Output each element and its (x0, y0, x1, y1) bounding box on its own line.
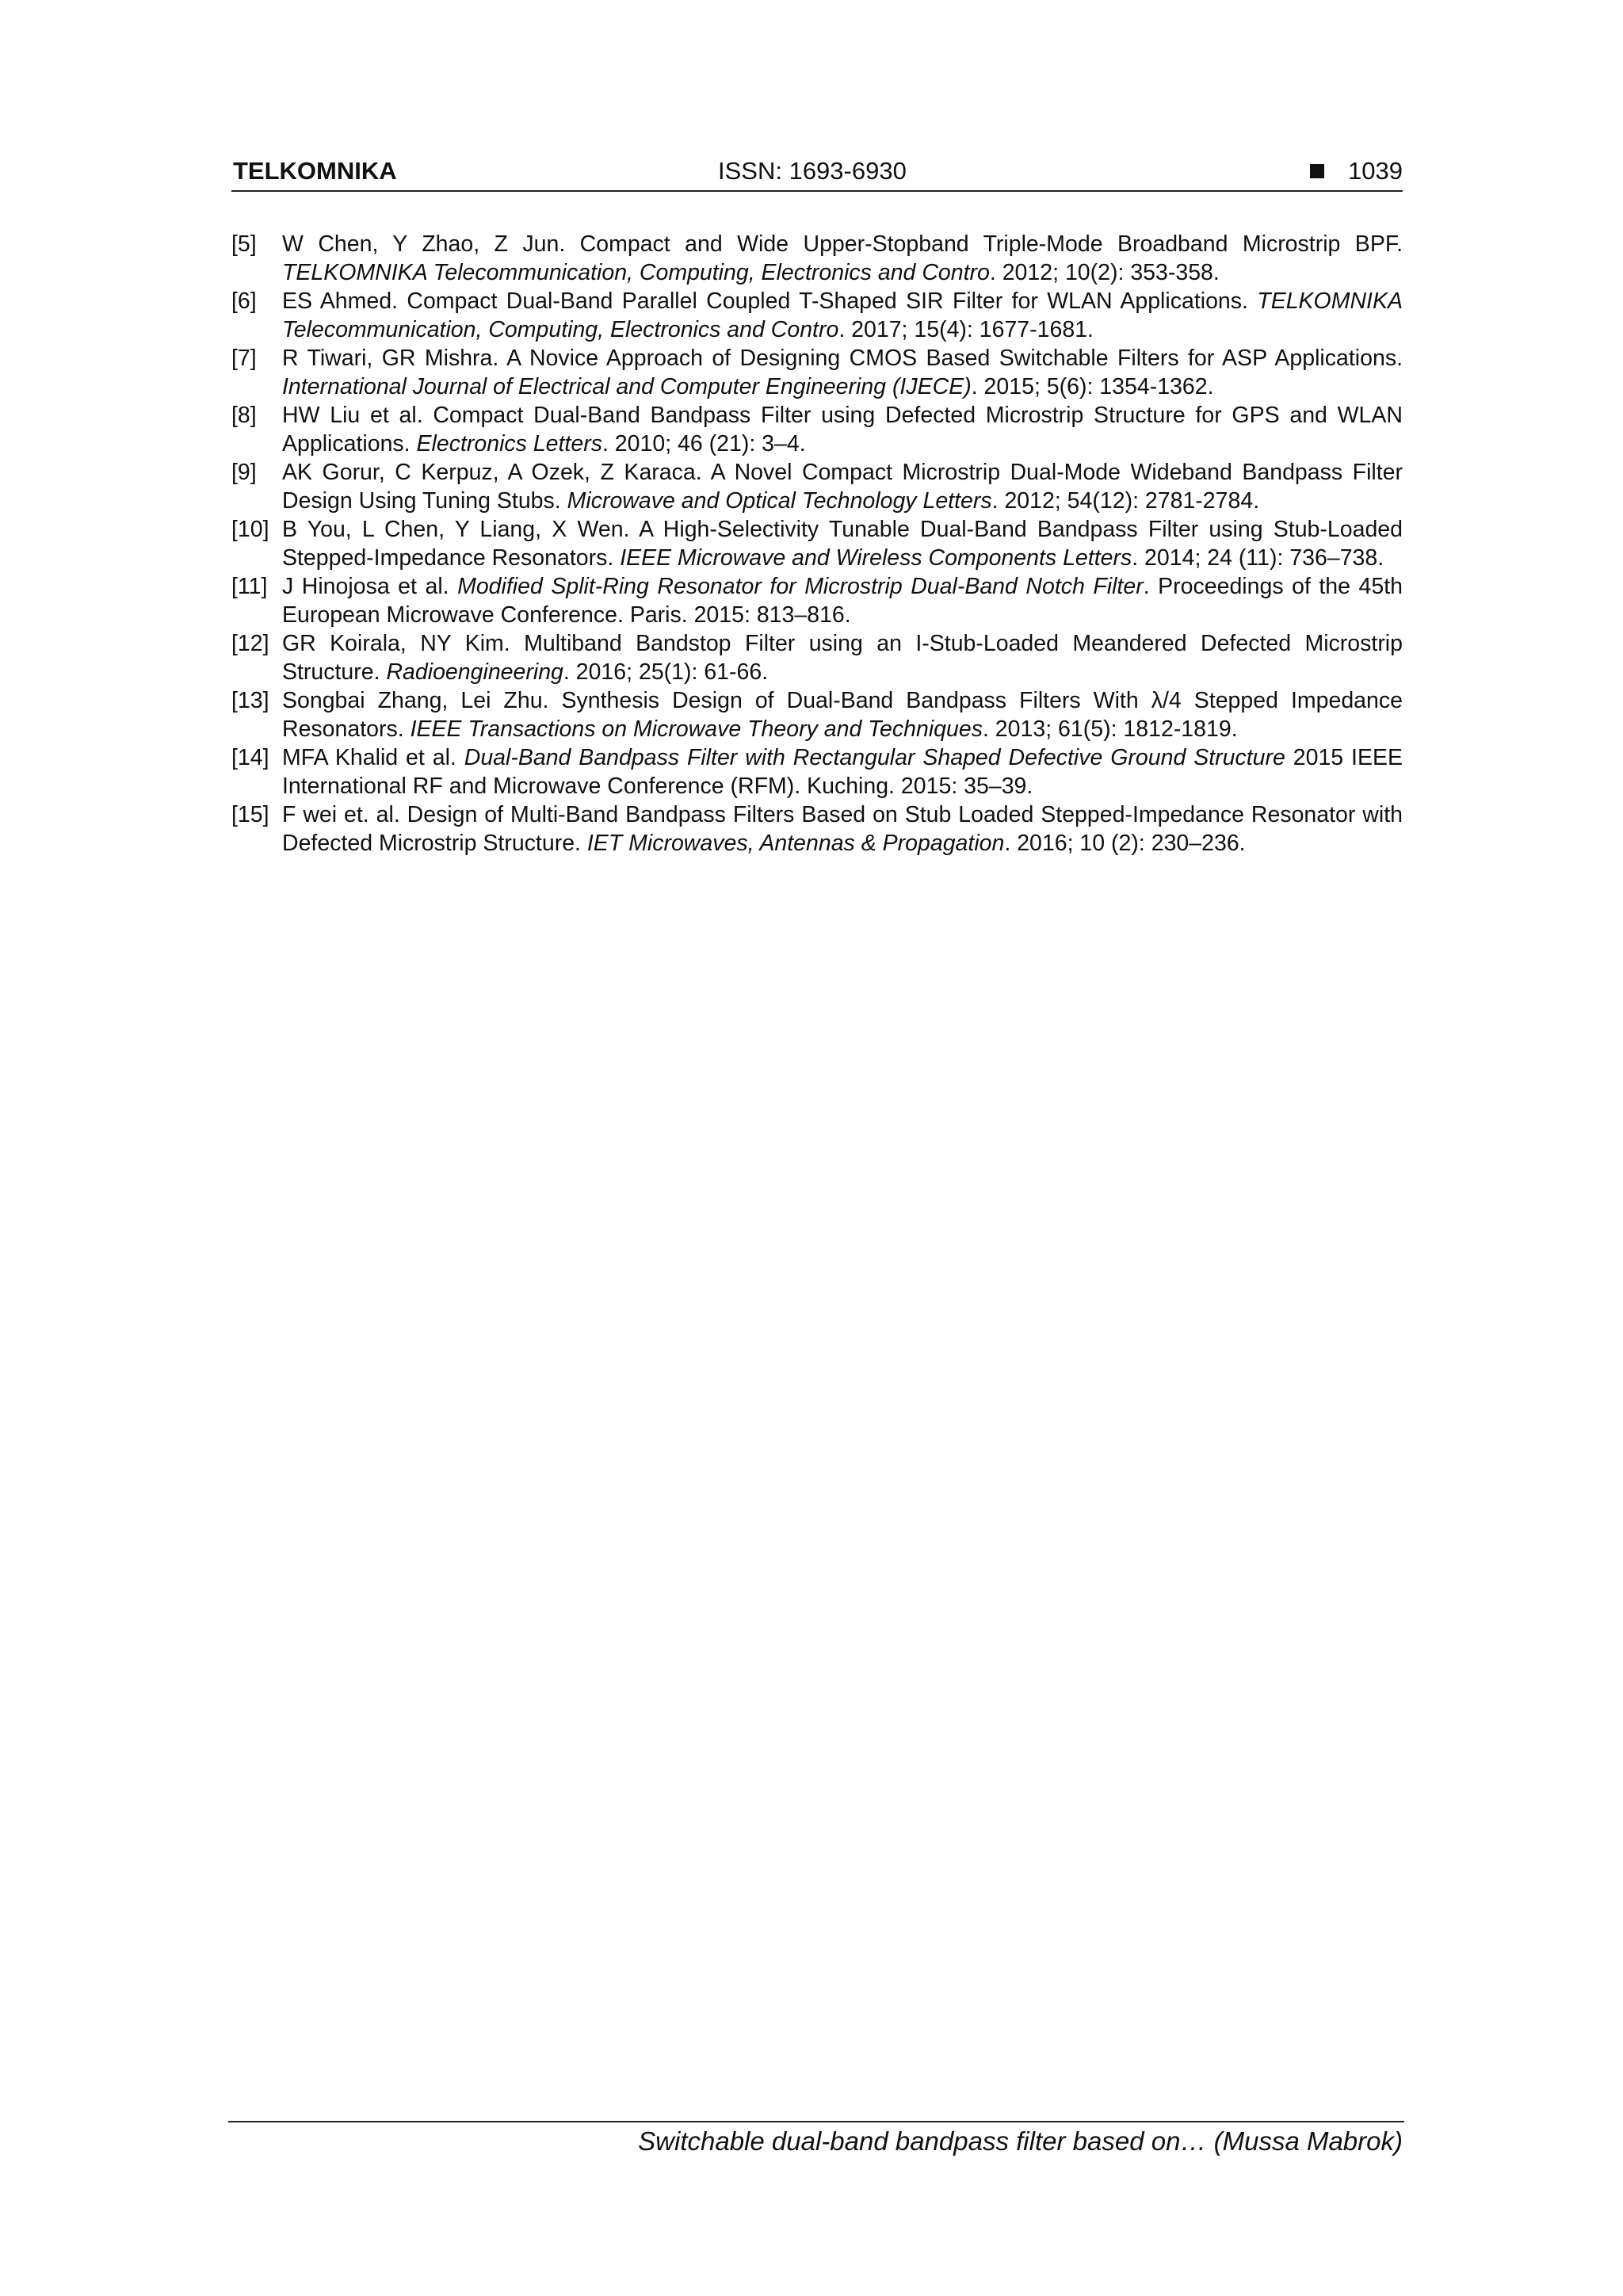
reference-item (231, 344, 1403, 401)
reference-number: [14] (231, 745, 269, 770)
reference-number: [11] (231, 574, 268, 599)
reference-authors-title: HW Liu et al. Compact Dual-Band Bandpass Filter using Defected Microstrip Structure for GPS and WLAN Applications. (282, 403, 1403, 457)
page-number-group (1310, 157, 1403, 185)
square-bullet-icon (1310, 164, 1324, 178)
reference-number: [8] (231, 403, 257, 428)
reference-item (231, 515, 1403, 572)
reference-item (231, 287, 1403, 344)
reference-details: . 2015; 5(6): 1354-1362. (971, 374, 1214, 399)
reference-text (282, 344, 1403, 401)
reference-number: [9] (231, 460, 257, 485)
reference-authors-title: GR Koirala, NY Kim. Multiband Bandstop Filter using an I-Stub-Loaded Meandered Defected Microstrip Structure. (282, 631, 1403, 685)
running-footer: Switchable dual-band bandpass filter based on… (Mussa Mabrok) (638, 2126, 1403, 2156)
reference-venue: Radioengineering (386, 659, 563, 685)
reference-text (282, 629, 1403, 686)
reference-number: [13] (231, 688, 269, 713)
reference-text (282, 743, 1403, 800)
reference-details: . 2013; 61(5): 1812-1819. (982, 716, 1238, 742)
reference-text (282, 572, 1403, 629)
reference-number: [10] (231, 517, 269, 542)
reference-venue: IEEE Microwave and Wireless Components Letters (620, 545, 1132, 571)
reference-venue: Microwave and Optical Technology Letters (567, 488, 992, 514)
reference-item (231, 458, 1403, 515)
reference-venue: IEEE Transactions on Microwave Theory and Techniques (410, 716, 983, 742)
reference-details: . 2010; 46 (21): 3–4. (601, 431, 806, 457)
reference-details: . 2016; 10 (2): 230–236. (1004, 831, 1246, 856)
reference-number: [12] (231, 631, 269, 656)
footer-divider (228, 2121, 1404, 2122)
reference-item (231, 800, 1403, 858)
reference-text (282, 287, 1403, 344)
reference-authors-title: J Hinojosa et al. (282, 574, 458, 599)
reference-venue: Modified Split-Ring Resonator for Microstrip Dual-Band Notch Filter (457, 574, 1144, 599)
reference-item (231, 401, 1403, 458)
reference-text (282, 800, 1403, 858)
reference-details: . 2012; 10(2): 353-358. (989, 260, 1220, 285)
reference-authors-title: R Tiwari, GR Mishra. A Novice Approach of Designing CMOS Based Switchable Filters for ASP Applications. (282, 346, 1403, 371)
reference-text (282, 230, 1403, 287)
reference-details: . 2012; 54(12): 2781-2784. (991, 488, 1260, 514)
reference-venue: Electronics Letters (416, 431, 602, 457)
reference-authors-title: F wei et. al. Design of Multi-Band Bandpass Filters Based on Stub Loaded Stepped-Impedance Resonator with Defected Microstrip Structure. (282, 802, 1403, 856)
reference-item (231, 230, 1403, 287)
reference-text (282, 686, 1403, 743)
reference-item (231, 572, 1403, 629)
reference-text (282, 458, 1403, 515)
reference-details: 2015 IEEE International RF and Microwave Conference (RFM). Kuching. 2015: 35–39. (282, 745, 1403, 799)
reference-number: [6] (231, 288, 257, 314)
reference-list (231, 230, 1403, 858)
reference-details: . 2016; 25(1): 61-66. (563, 659, 769, 685)
reference-details: . 2014; 24 (11): 736–738. (1132, 545, 1384, 571)
reference-venue: TELKOMNIKA Telecommunication, Computing, Electronics and Contro (282, 288, 1403, 342)
reference-venue: IET Microwaves, Antennas & Propagation (586, 831, 1005, 856)
reference-authors-title: W Chen, Y Zhao, Z Jun. Compact and Wide Upper-Stopband Triple-Mode Broadband Microstrip BPF. (282, 231, 1403, 257)
reference-item (231, 686, 1403, 743)
reference-authors-title: B You, L Chen, Y Liang, X Wen. A High-Selectivity Tunable Dual-Band Bandpass Filter using Stub-Loaded Stepped-Impedance Resonators. (282, 517, 1403, 571)
reference-details: . Proceedings of the 45th European Microwave Conference. Paris. 2015: 813–816. (282, 574, 1403, 628)
reference-authors-title: MFA Khalid et al. (282, 745, 464, 770)
journal-name: TELKOMNIKA (233, 157, 397, 185)
page-number: 1039 (1348, 157, 1403, 185)
reference-authors-title: ES Ahmed. Compact Dual-Band Parallel Coupled T-Shaped SIR Filter for WLAN Applications. (282, 288, 1258, 314)
reference-item (231, 743, 1403, 800)
reference-venue: International Journal of Electrical and Computer Engineering (IJECE) (282, 374, 972, 399)
reference-number: [7] (231, 346, 257, 371)
reference-details: . 2017; 15(4): 1677-1681. (838, 317, 1094, 342)
reference-authors-title: Songbai Zhang, Lei Zhu. Synthesis Design of Dual-Band Bandpass Filters With λ/4 Stepped Impedance Resonators. (282, 688, 1403, 742)
reference-authors-title: AK Gorur, C Kerpuz, A Ozek, Z Karaca. A Novel Compact Microstrip Dual-Mode Wideband Bandpass Filter Design Using Tuning Stubs. (282, 460, 1403, 514)
reference-text (282, 515, 1403, 572)
page-header (231, 155, 1403, 192)
reference-number: [5] (231, 231, 257, 257)
reference-item (231, 629, 1403, 686)
reference-text (282, 401, 1403, 458)
reference-venue: TELKOMNIKA Telecommunication, Computing, Electronics and Contro (282, 260, 990, 285)
issn: ISSN: 1693-6930 (718, 157, 907, 185)
reference-venue: Dual-Band Bandpass Filter with Rectangular Shaped Defective Ground Structure (464, 745, 1285, 770)
reference-number: [15] (231, 802, 269, 827)
